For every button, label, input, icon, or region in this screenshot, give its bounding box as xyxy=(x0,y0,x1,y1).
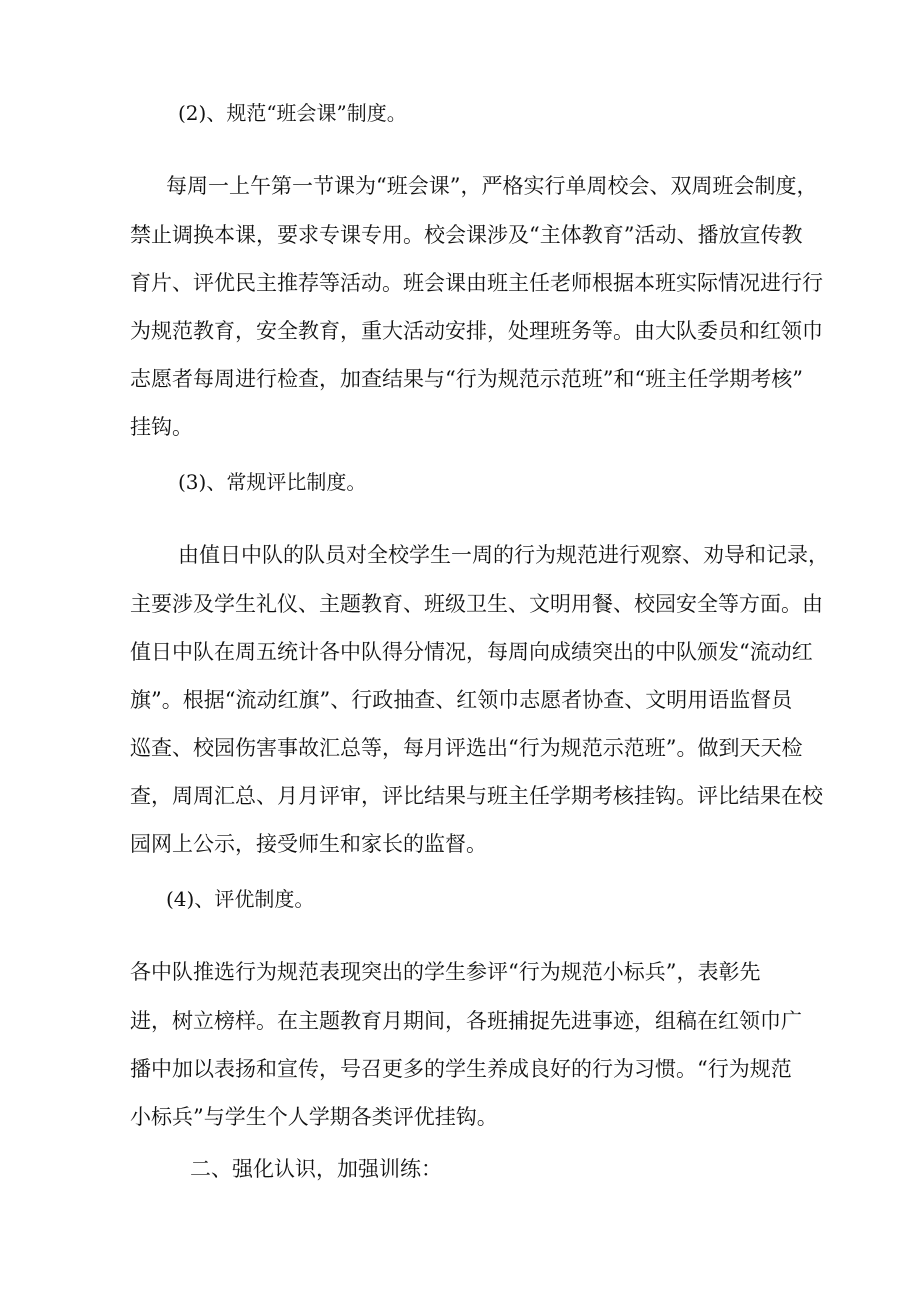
paragraph-line: 播中加以表扬和宣传，号召更多的学生养成良好的行为习惯。“行为规范 xyxy=(130,1057,792,1081)
section-heading-3: (3)、常规评比制度。 xyxy=(178,470,367,494)
paragraph-line: 为规范教育，安全教育，重大活动安排，处理班务等。由大队委员和红领巾 xyxy=(130,319,823,343)
section-heading-4: (4)、评优制度。 xyxy=(166,887,315,911)
paragraph-line: 每周一上午第一节课为“班会课”，严格实行单周校会、双周班会制度， xyxy=(166,174,818,198)
paragraph-line: 主要涉及学生礼仪、主题教育、班级卫生、文明用餐、校园安全等方面。由 xyxy=(130,592,823,616)
paragraph-line: 小标兵”与学生个人学期各类评优挂钩。 xyxy=(130,1105,498,1129)
chapter-heading: 二、强化认识，加强训练： xyxy=(190,1157,442,1181)
paragraph-line: 进，树立榜样。在主题教育月期间，各班捕捉先进事迹，组稿在红领巾广 xyxy=(130,1009,802,1033)
paragraph-line: 园网上公示，接受师生和家长的监督。 xyxy=(130,832,487,856)
paragraph-line: 禁止调换本课，要求专课专用。校会课涉及“主体教育”活动、播放宣传教 xyxy=(130,223,803,247)
section-heading-2: (2)、规范“班会课”制度。 xyxy=(178,101,407,125)
paragraph-line: 由值日中队的队员对全校学生一周的行为规范进行观察、劝导和记录， xyxy=(178,543,829,567)
paragraph-line: 巡查、校园伤害事故汇总等，每月评选出“行为规范示范班”。做到天天检 xyxy=(130,736,803,760)
paragraph-line: 各中队推选行为规范表现突出的学生参评“行为规范小标兵”，表彰先 xyxy=(130,960,761,984)
paragraph-line: 查，周周汇总、月月评审，评比结果与班主任学期考核挂钩。评比结果在校 xyxy=(130,784,823,808)
paragraph-line: 育片、评优民主推荐等活动。班会课由班主任老师根据本班实际情况进行行 xyxy=(130,271,823,295)
paragraph-line: 挂钩。 xyxy=(130,415,193,439)
paragraph-line: 志愿者每周进行检查，加查结果与“行为规范示范班”和“班主任学期考核” xyxy=(130,367,803,391)
paragraph-line: 值日中队在周五统计各中队得分情况，每周向成绩突出的中队颁发“流动红 xyxy=(130,640,813,664)
paragraph-line: 旗”。根据“流动红旗”、行政抽查、红领巾志愿者协查、文明用语监督员 xyxy=(130,688,793,712)
